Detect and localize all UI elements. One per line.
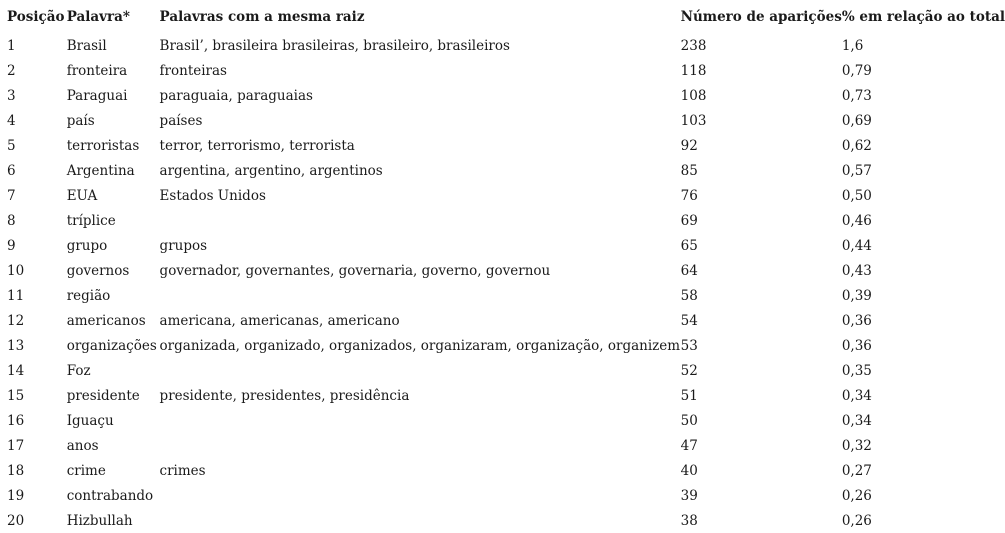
cell-posicao: 10 (7, 262, 25, 279)
cell-posicao: 8 (7, 212, 16, 229)
table-row (0, 208, 1005, 233)
cell-mesma-raiz: grupos (159, 237, 208, 254)
cell-aparicoes: 76 (680, 187, 698, 204)
cell-palavra: Paraguai (66, 87, 128, 104)
cell-mesma-raiz: Brasil’, brasileira brasileiras, brasileiro, brasileiros (159, 37, 510, 54)
cell-aparicoes: 40 (680, 462, 698, 479)
table-row (0, 333, 1005, 358)
cell-aparicoes: 53 (680, 337, 698, 354)
cell-aparicoes: 50 (680, 412, 698, 429)
cell-posicao: 12 (7, 312, 25, 329)
cell-percentual: 0,36 (841, 312, 872, 329)
cell-percentual: 0,34 (841, 412, 872, 429)
cell-percentual: 0,73 (841, 87, 872, 104)
table-row (0, 433, 1005, 458)
cell-percentual: 0,32 (841, 437, 872, 454)
cell-percentual: 0,46 (841, 212, 872, 229)
table-row (0, 233, 1005, 258)
table-row (0, 408, 1005, 433)
cell-aparicoes: 54 (680, 312, 698, 329)
cell-posicao: 17 (7, 437, 25, 454)
cell-percentual: 0,36 (841, 337, 872, 354)
header-percentual: % em relação ao total (841, 8, 1005, 25)
cell-palavra: presidente (66, 387, 140, 404)
cell-palavra: região (66, 287, 111, 304)
header-row (0, 0, 1005, 33)
cell-percentual: 0,34 (841, 387, 872, 404)
cell-aparicoes: 65 (680, 237, 698, 254)
table-row (0, 108, 1005, 133)
table-row (0, 183, 1005, 208)
cell-palavra: americanos (66, 312, 146, 329)
cell-palavra: Argentina (66, 162, 135, 179)
table-row (0, 133, 1005, 158)
table-row (0, 258, 1005, 283)
table-row (0, 458, 1005, 483)
cell-mesma-raiz: fronteiras (159, 62, 227, 79)
cell-mesma-raiz (160, 483, 681, 508)
cell-posicao: 13 (7, 337, 25, 354)
cell-palavra: Hizbullah (66, 512, 133, 529)
table-row (0, 483, 1005, 508)
table-row (0, 83, 1005, 108)
cell-percentual: 0,35 (841, 362, 872, 379)
cell-aparicoes: 69 (680, 212, 698, 229)
cell-percentual: 0,57 (841, 162, 872, 179)
cell-palavra: organizações (66, 337, 157, 354)
cell-aparicoes: 108 (680, 87, 707, 104)
cell-mesma-raiz (160, 208, 681, 233)
table-row (0, 508, 1005, 533)
cell-percentual: 0,27 (841, 462, 872, 479)
cell-posicao: 20 (7, 512, 25, 529)
cell-aparicoes: 39 (680, 487, 698, 504)
cell-percentual: 0,26 (841, 487, 872, 504)
cell-mesma-raiz: paraguaia, paraguaias (159, 87, 313, 104)
cell-palavra: terroristas (66, 137, 140, 154)
cell-aparicoes: 52 (680, 362, 698, 379)
cell-percentual: 0,26 (841, 512, 872, 529)
cell-mesma-raiz: organizada, organizado, organizados, organizaram, organização, organizem (159, 337, 681, 354)
cell-aparicoes: 58 (680, 287, 698, 304)
cell-mesma-raiz (160, 433, 681, 458)
header-palavra: Palavra* (66, 8, 130, 25)
cell-aparicoes: 92 (680, 137, 698, 154)
cell-palavra: governos (66, 262, 130, 279)
cell-palavra: EUA (66, 187, 98, 204)
cell-aparicoes: 51 (680, 387, 698, 404)
cell-aparicoes: 118 (680, 62, 707, 79)
table-row (0, 33, 1005, 58)
cell-mesma-raiz: argentina, argentino, argentinos (159, 162, 383, 179)
cell-percentual: 0,39 (841, 287, 872, 304)
cell-palavra: Brasil (66, 37, 107, 54)
cell-mesma-raiz: países (159, 112, 203, 129)
table-row (0, 358, 1005, 383)
cell-percentual: 0,50 (841, 187, 872, 204)
cell-posicao: 6 (7, 162, 16, 179)
cell-percentual: 0,43 (841, 262, 872, 279)
cell-posicao: 11 (7, 287, 25, 304)
header-numero-aparicoes: Número de aparições (680, 8, 842, 25)
cell-posicao: 5 (7, 137, 16, 154)
cell-mesma-raiz: crimes (159, 462, 206, 479)
cell-palavra: país (66, 112, 95, 129)
cell-mesma-raiz (160, 508, 681, 533)
cell-posicao: 16 (7, 412, 25, 429)
cell-percentual: 0,79 (841, 62, 872, 79)
cell-mesma-raiz (160, 358, 681, 383)
table-row (0, 383, 1005, 408)
cell-percentual: 1,6 (841, 37, 864, 54)
table-row (0, 308, 1005, 333)
cell-posicao: 9 (7, 237, 16, 254)
cell-posicao: 7 (7, 187, 16, 204)
header-posicao: Posição (7, 8, 65, 25)
cell-palavra: tríplice (66, 212, 116, 229)
cell-posicao: 14 (7, 362, 25, 379)
cell-mesma-raiz (160, 408, 681, 433)
cell-posicao: 18 (7, 462, 25, 479)
cell-mesma-raiz (160, 283, 681, 308)
cell-mesma-raiz: governador, governantes, governaria, governo, governou (159, 262, 551, 279)
cell-palavra: grupo (66, 237, 108, 254)
cell-palavra: crime (66, 462, 106, 479)
cell-percentual: 0,44 (841, 237, 872, 254)
cell-mesma-raiz: terror, terrorismo, terrorista (159, 137, 355, 154)
cell-palavra: Foz (66, 362, 91, 379)
cell-mesma-raiz: Estados Unidos (159, 187, 266, 204)
cell-aparicoes: 38 (680, 512, 698, 529)
cell-posicao: 15 (7, 387, 25, 404)
cell-posicao: 1 (7, 37, 16, 54)
cell-palavra: Iguaçu (66, 412, 114, 429)
cell-palavra: anos (66, 437, 99, 454)
cell-posicao: 3 (7, 87, 16, 104)
cell-mesma-raiz: presidente, presidentes, presidência (159, 387, 410, 404)
cell-posicao: 4 (7, 112, 16, 129)
cell-palavra: fronteira (66, 62, 128, 79)
cell-aparicoes: 64 (680, 262, 698, 279)
table-row (0, 58, 1005, 83)
cell-percentual: 0,62 (841, 137, 872, 154)
cell-aparicoes: 238 (680, 37, 707, 54)
table-body (0, 33, 1005, 533)
table-row (0, 158, 1005, 183)
cell-aparicoes: 85 (680, 162, 698, 179)
cell-aparicoes: 103 (680, 112, 707, 129)
cell-aparicoes: 47 (680, 437, 698, 454)
cell-mesma-raiz: americana, americanas, americano (159, 312, 400, 329)
cell-posicao: 19 (7, 487, 25, 504)
table-row (0, 283, 1005, 308)
cell-posicao: 2 (7, 62, 16, 79)
cell-palavra: contrabando (66, 487, 154, 504)
header-palavras-mesma-raiz: Palavras com a mesma raiz (159, 8, 365, 25)
cell-percentual: 0,69 (841, 112, 872, 129)
